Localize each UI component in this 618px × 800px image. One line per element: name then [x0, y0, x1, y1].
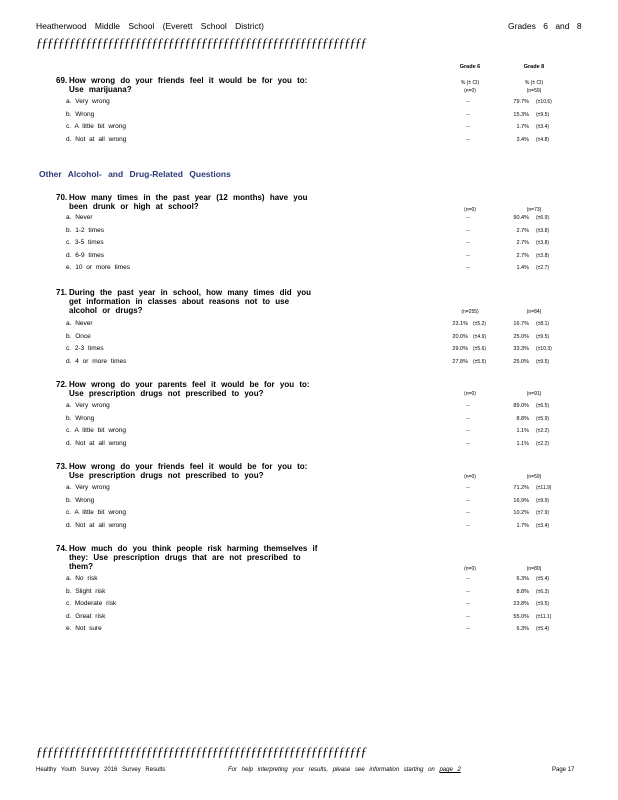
answer-option-label: a. Never [66, 320, 93, 327]
grade6-percent: -- [466, 137, 470, 143]
grade6-percent: 27.8% [452, 359, 468, 365]
footer-survey-title: Healthy Youth Survey 2016 Survey Results [36, 767, 166, 773]
answer-option-label: c. A little bit wrong [66, 427, 127, 434]
grade6-percent: -- [466, 228, 470, 234]
grade6-percent: -- [466, 215, 470, 221]
footer-page-number: Page 17 [552, 767, 575, 773]
grade6-percent: -- [466, 576, 470, 582]
sample-size-grade8: (n=80) [526, 566, 542, 572]
grade6-confidence-interval: (±5.6) [473, 346, 487, 352]
grade8-percent: 90.4% [513, 215, 529, 221]
grade6-percent: -- [466, 614, 470, 620]
answer-option-label: b. 1-2 times [66, 227, 104, 234]
answer-option-label: d. Great risk [66, 613, 106, 620]
question-number: 71. [56, 288, 68, 297]
grade8-percent: 15.3% [513, 112, 529, 118]
sample-size-grade8: (n=91) [526, 391, 542, 397]
grade8-confidence-interval: (±5.4) [536, 576, 550, 582]
answer-option-label: b. Wrong [66, 497, 95, 504]
answer-option-label: b. Wrong [66, 111, 95, 118]
grade8-confidence-interval: (±9.5) [536, 601, 550, 607]
grade8-percent: 25.0% [513, 359, 529, 365]
grade6-percent: 29.0% [452, 346, 468, 352]
answer-option-label: a. Very wrong [66, 98, 110, 105]
grade6-percent: -- [466, 265, 470, 271]
answer-option-label: a. Very wrong [66, 484, 110, 491]
sample-size-grade8: (n=59) [526, 88, 542, 94]
column-pct-label-grade6: % (± CI) [460, 80, 480, 86]
answer-option-label: d. Not at all wrong [66, 440, 127, 447]
answer-option-label: d. 6-9 times [66, 252, 104, 259]
answer-option-label: e. 10 or more times [66, 264, 130, 271]
sample-size-grade6: (n=0) [464, 88, 476, 94]
grade8-percent: 25.0% [513, 334, 529, 340]
grade8-percent: 6.3% [516, 626, 529, 632]
grade8-confidence-interval: (±5.4) [536, 626, 550, 632]
answer-option-label: d. 4 or more times [66, 358, 127, 365]
grade8-confidence-interval: (±3.4) [536, 523, 550, 529]
grade8-percent: 8.8% [516, 416, 529, 422]
footer-divider: ƒƒƒƒƒƒƒƒƒƒƒƒƒƒƒƒƒƒƒƒƒƒƒƒƒƒƒƒƒƒƒƒƒƒƒƒƒƒƒƒƒƒƒƒƒƒƒƒƒƒƒƒƒƒƒƒƒƒƒƒ [36, 744, 366, 759]
grade8-percent: 1.1% [516, 441, 529, 447]
grade6-percent: 23.1% [452, 321, 468, 327]
grade6-percent: 20.0% [452, 334, 468, 340]
grade8-confidence-interval: (±3.8) [536, 228, 550, 234]
answer-option-label: b. Wrong [66, 415, 95, 422]
grade6-percent: -- [466, 441, 470, 447]
answer-option-label: c. 3-5 times [66, 239, 104, 246]
sample-size-grade6: (n=0) [464, 474, 476, 480]
header-divider: ƒƒƒƒƒƒƒƒƒƒƒƒƒƒƒƒƒƒƒƒƒƒƒƒƒƒƒƒƒƒƒƒƒƒƒƒƒƒƒƒƒƒƒƒƒƒƒƒƒƒƒƒƒƒƒƒƒƒƒƒ [36, 35, 366, 50]
grade6-percent: -- [466, 589, 470, 595]
question-text: During the past year in school, how many times did you get information in classes about reasons not to use alcohol or drugs? [69, 288, 312, 315]
grade8-percent: 1.7% [516, 523, 529, 529]
grade8-percent: 10.2% [513, 510, 529, 516]
question-text: How wrong do your friends feel it would be for you to: Use prescription drugs not prescribed to you? [69, 462, 308, 480]
grade8-confidence-interval: (±9.9) [536, 498, 550, 504]
grade8-percent: 1.4% [516, 265, 529, 271]
grade8-confidence-interval: (±5.9) [536, 416, 550, 422]
grade8-confidence-interval: (±8.1) [536, 321, 550, 327]
grade8-confidence-interval: (±10.3) [536, 346, 552, 352]
grade6-percent: -- [466, 428, 470, 434]
answer-option-label: a. No risk [66, 575, 98, 582]
grade8-percent: 1.1% [516, 428, 529, 434]
grade8-percent: 6.3% [516, 576, 529, 582]
grade8-percent: 71.2% [513, 485, 529, 491]
section-title: Other Alcohol- and Drug-Related Questions [39, 169, 231, 179]
grade8-percent: 2.7% [516, 253, 529, 259]
answer-option-label: b. Once [66, 333, 91, 340]
grade8-confidence-interval: (±11.9) [536, 485, 552, 491]
grade6-percent: -- [466, 124, 470, 130]
question-number: 74. [56, 544, 68, 553]
grade8-percent: 3.4% [516, 137, 529, 143]
question-number: 70. [56, 193, 68, 202]
grade6-percent: -- [466, 99, 470, 105]
grade8-confidence-interval: (±6.3) [536, 589, 550, 595]
grade8-percent: 2.7% [516, 240, 529, 246]
column-header-grade6: Grade 6 [459, 64, 481, 70]
question-number: 69. [56, 76, 68, 85]
document-header-grades: Grades 6 and 8 [508, 21, 582, 31]
grade6-percent: -- [466, 510, 470, 516]
sample-size-grade8: (n=73) [526, 207, 542, 213]
grade6-percent: -- [466, 485, 470, 491]
grade8-confidence-interval: (±9.5) [536, 112, 550, 118]
column-header-grade8: Grade 8 [523, 64, 545, 70]
grade8-confidence-interval: (±2.2) [536, 428, 550, 434]
grade8-percent: 2.7% [516, 228, 529, 234]
document-header-title: Heatherwood Middle School (Everett School District) [36, 21, 264, 31]
footer-help-prefix: For help interpreting your results, please see information starting on [228, 767, 435, 773]
answer-option-label: c. 2-3 times [66, 345, 104, 352]
grade6-confidence-interval: (±5.5) [473, 359, 487, 365]
question-text: How many times in the past year (12 months) have you been drunk or high at school? [69, 193, 308, 211]
answer-option-label: b. Slight risk [66, 588, 106, 595]
answer-option-label: c. A little bit wrong [66, 123, 127, 130]
answer-option-label: d. Not at all wrong [66, 522, 127, 529]
grade8-confidence-interval: (±3.8) [536, 240, 550, 246]
grade6-confidence-interval: (±4.9) [473, 334, 487, 340]
grade8-percent: 89.0% [513, 403, 529, 409]
grade8-confidence-interval: (±3.8) [536, 253, 550, 259]
grade6-percent: -- [466, 253, 470, 259]
answer-option-label: c. A little bit wrong [66, 509, 127, 516]
question-number: 72. [56, 380, 68, 389]
answer-option-label: e. Not sure [66, 625, 102, 632]
column-pct-label-grade8: % (± CI) [524, 80, 544, 86]
grade8-confidence-interval: (±9.5) [536, 359, 550, 365]
grade8-confidence-interval: (±11.1) [536, 614, 552, 620]
grade8-confidence-interval: (±6.9) [536, 215, 550, 221]
grade8-percent: 16.7% [513, 321, 529, 327]
sample-size-grade6: (n=0) [464, 207, 476, 213]
grade6-percent: -- [466, 403, 470, 409]
grade6-percent: -- [466, 240, 470, 246]
sample-size-grade6: (n=0) [464, 391, 476, 397]
grade6-percent: -- [466, 416, 470, 422]
grade8-percent: 1.7% [516, 124, 529, 130]
grade8-percent: 23.8% [513, 601, 529, 607]
sample-size-grade8: (n=84) [526, 309, 542, 315]
answer-option-label: d. Not at all wrong [66, 136, 127, 143]
grade8-confidence-interval: (±2.7) [536, 265, 550, 271]
grade8-confidence-interval: (±4.8) [536, 137, 550, 143]
question-number: 73. [56, 462, 68, 471]
grade6-percent: -- [466, 601, 470, 607]
grade6-percent: -- [466, 626, 470, 632]
answer-option-label: a. Never [66, 214, 93, 221]
grade8-percent: 79.7% [513, 99, 529, 105]
footer-page-link[interactable]: page 2 [439, 767, 461, 773]
question-text: How much do you think people risk harming themselves if they: Use prescription drugs that are not prescribed to them? [69, 544, 318, 571]
grade8-percent: 33.3% [513, 346, 529, 352]
grade8-percent: 55.0% [513, 614, 529, 620]
question-text: How wrong do your parents feel it would be for you to: Use prescription drugs not prescribed to you? [69, 380, 310, 398]
sample-size-grade6: (n=0) [464, 566, 476, 572]
grade6-percent: -- [466, 523, 470, 529]
grade6-percent: -- [466, 498, 470, 504]
grade8-confidence-interval: (±3.4) [536, 124, 550, 130]
grade8-confidence-interval: (±7.9) [536, 510, 550, 516]
grade6-percent: -- [466, 112, 470, 118]
grade8-confidence-interval: (±2.2) [536, 441, 550, 447]
grade8-confidence-interval: (±6.5) [536, 403, 550, 409]
grade8-percent: 8.8% [516, 589, 529, 595]
footer-help-text [228, 767, 461, 773]
grade8-percent: 16.9% [513, 498, 529, 504]
answer-option-label: c. Moderate risk [66, 600, 117, 607]
answer-option-label: a. Very wrong [66, 402, 110, 409]
sample-size-grade8: (n=59) [526, 474, 542, 480]
grade8-confidence-interval: (±9.5) [536, 334, 550, 340]
sample-size-grade6: (n=255) [461, 309, 479, 315]
grade8-confidence-interval: (±10.6) [536, 99, 552, 105]
question-text: How wrong do your friends feel it would be for you to: Use marijuana? [69, 76, 308, 94]
grade6-confidence-interval: (±5.2) [473, 321, 487, 327]
